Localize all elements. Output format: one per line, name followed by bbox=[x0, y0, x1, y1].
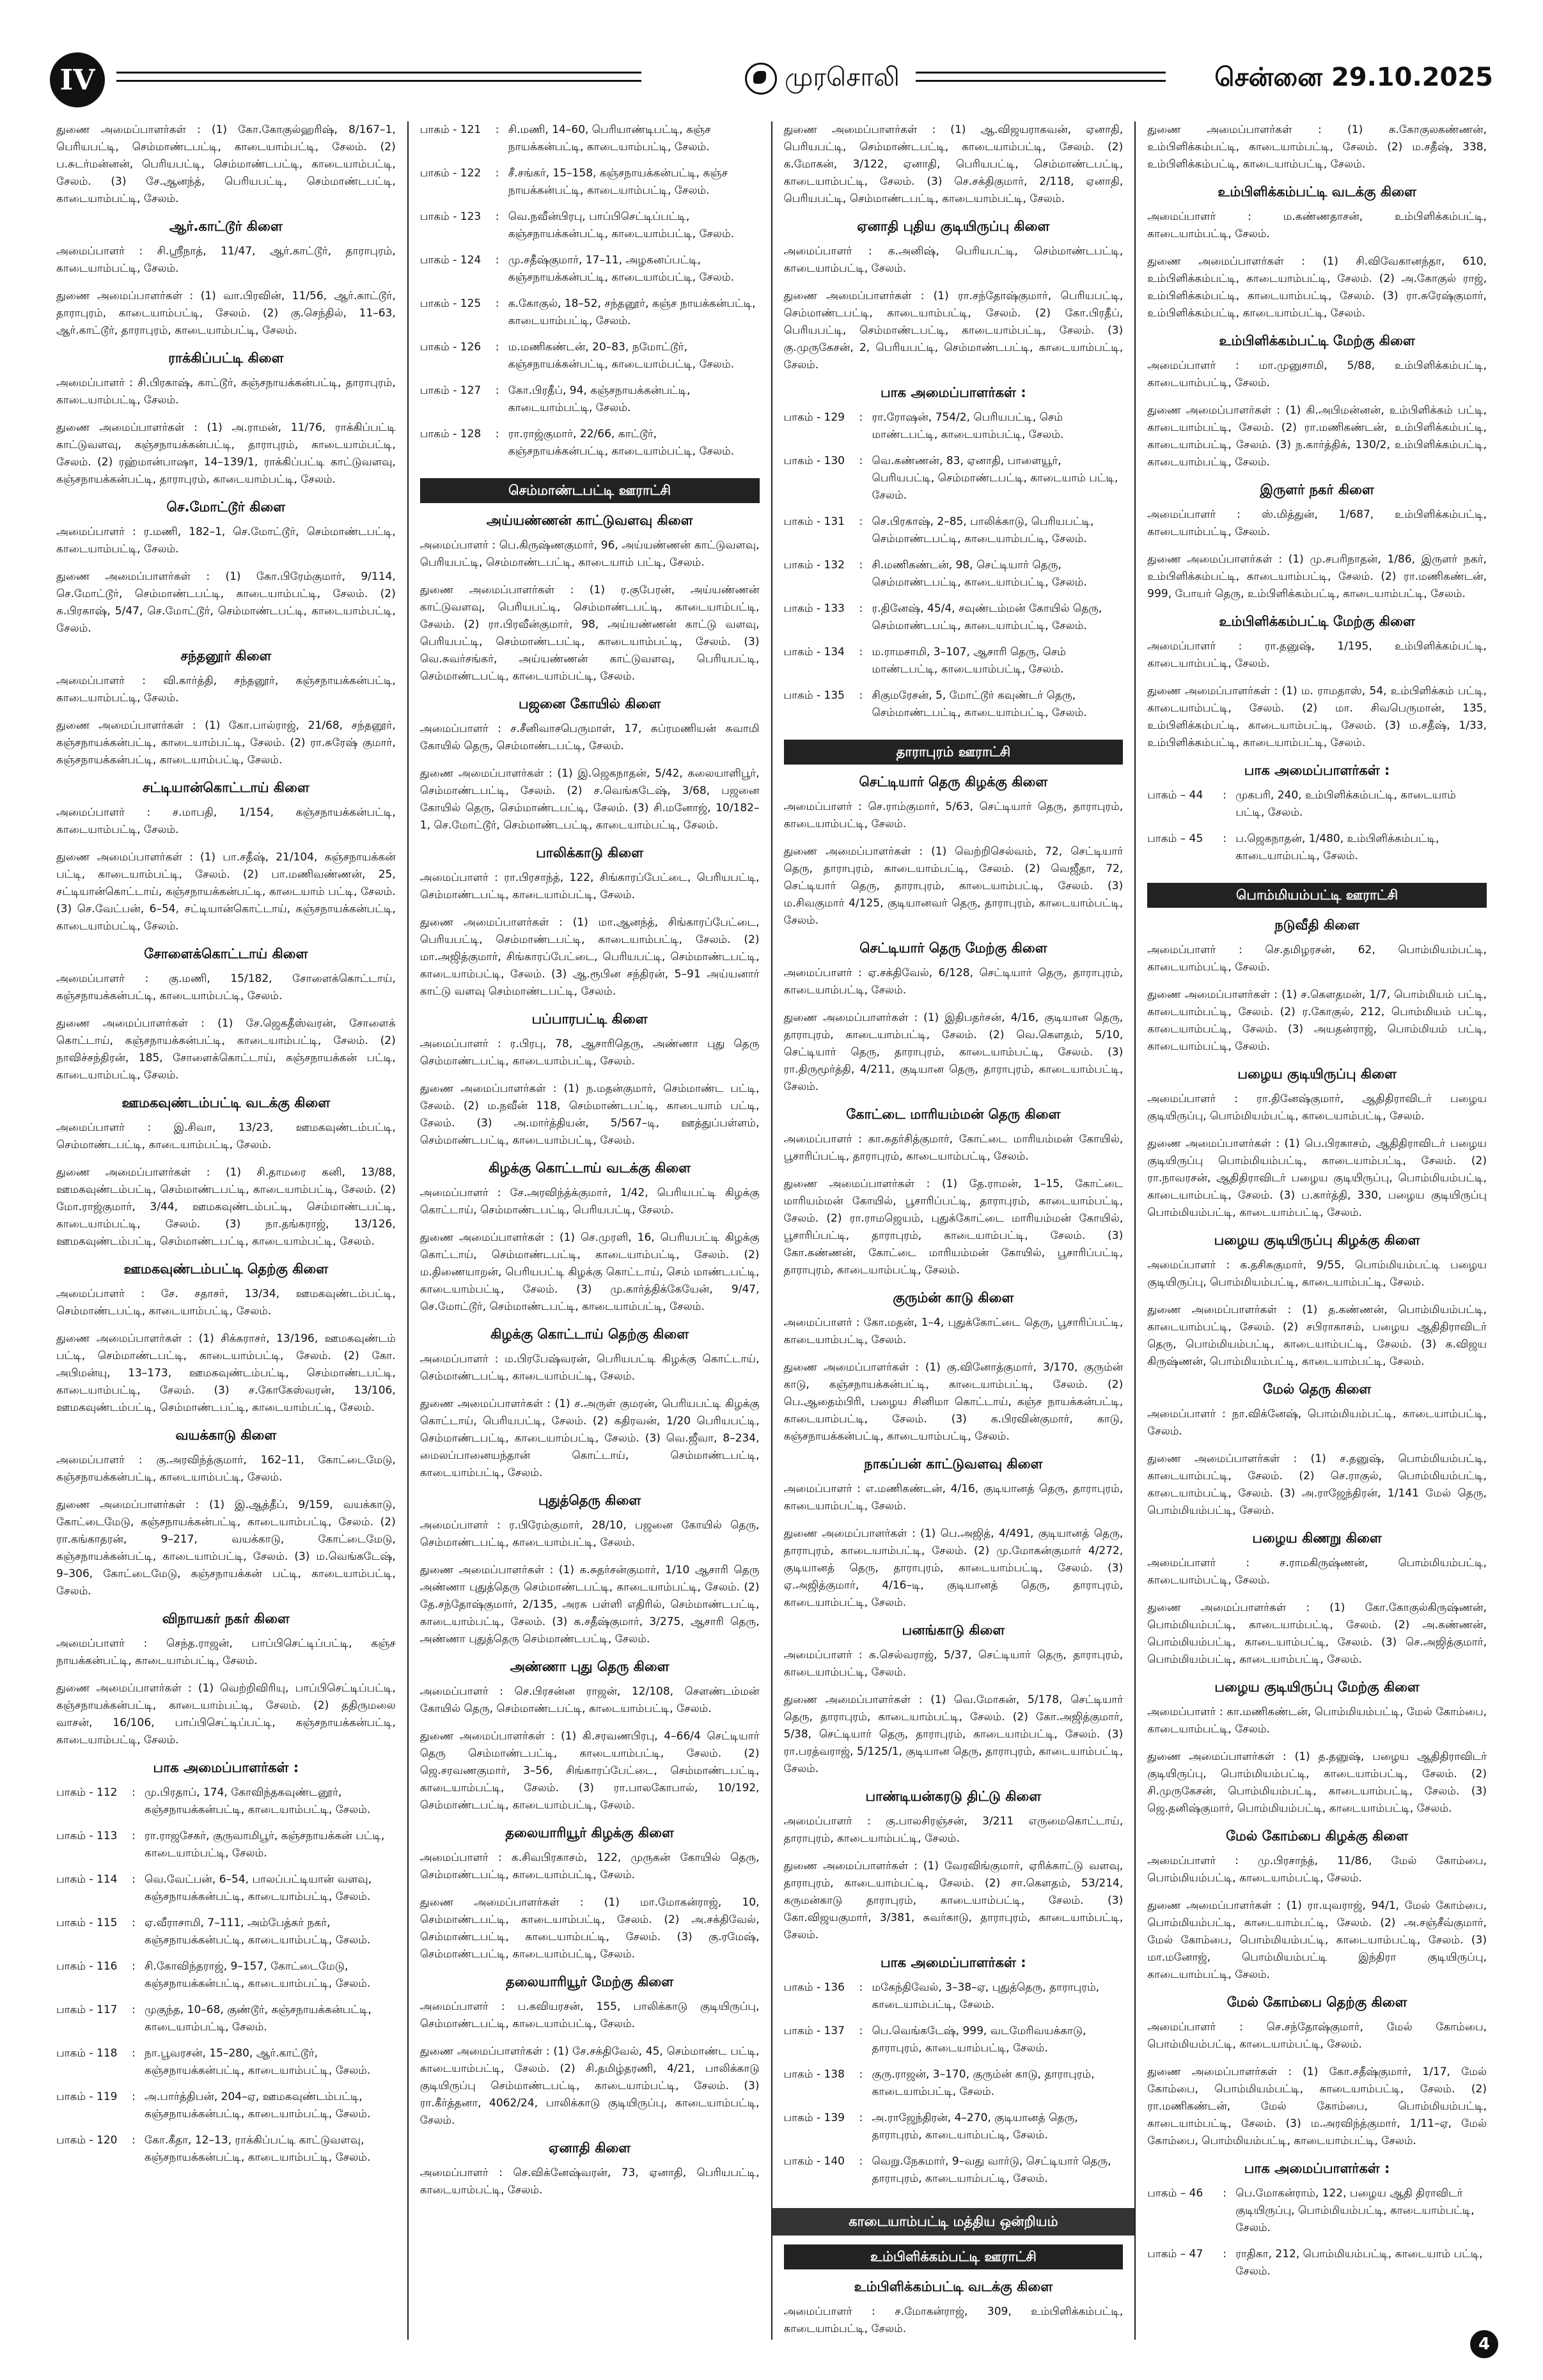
booth-table bbox=[56, 1784, 396, 2175]
booth-table bbox=[784, 409, 1124, 731]
entry: துணை அமைப்பாளர்கள் : (1) க.சுதர்சன்குமார், 1/10 ஆசாரி தெரு அண்ணா புதுத்தெரு செம்மாண்டபட்டி, காடையாம்பட்டி, சேலம். (2) தே.சந்தோஷ்குமார், 2/135, அரசு பள்ளி எதிரில், செம்மாண்டபட்டி, காடையாம்பட்டி, சேலம். (3) க.சதீஷ்குமார், 3/275, ஆசாரி தெரு, அண்ணா புதுத்தெரு செம்மாண்டபட்டி, சேலம். bbox=[419, 1564, 760, 1645]
branch-heading: சந்தனூர் கிளை bbox=[180, 648, 272, 664]
booth-heading: பாக அமைப்பாளர்கள் : bbox=[1244, 763, 1390, 778]
branch-heading: உம்பிளிக்கம்பட்டி வடக்கு கிளை bbox=[1218, 184, 1416, 199]
booth-row: பாகம் - 134 : ம.ராமசாமி, 3–107, ஆசாரி தெரு, செம் மாண்டபட்டி, காடையாம்பட்டி, சேலம். bbox=[783, 646, 1066, 676]
entry: அமைப்பாளர் : கு.மணி, 15/182, சோளைக்கொட்டாய், கஞ்சநாயக்கன்பட்டி, காடையாம்பட்டி, சேலம். bbox=[56, 972, 396, 1002]
column-2 bbox=[407, 121, 771, 2340]
entry: துணை அமைப்பாளர்கள் : (1) சிக்கராசர், 13/196, ஊமகவுண்டம் பட்டி, செம்மாண்டபட்டி, காடையாம்பட்டி, சேலம். (2) கோ. அபிமன்யு, 13–173, ஊமகவுண்டம்பட்டி, செம்மாண்டபட்டி, காடையாம்பட்டி, சேலம். (3) ச.கோகேஸ்வரன், 13/106, ஊமகவுண்டம்பட்டி, செம்மாண்டபட்டி, காடையாம்பட்டி, சேலம். bbox=[56, 1332, 396, 1414]
booth-table bbox=[420, 121, 760, 469]
booth-heading: பாக அமைப்பாளர்கள் : bbox=[153, 1760, 299, 1775]
booth-row: பாகம் - 112 : மு.பிரதாப், 174, கோவிந்தகவுண்டனூர், கஞ்சநாயக்கன்பட்டி, காடையாம்பட்டி, சேலம். bbox=[56, 1786, 371, 1816]
entry: துணை அமைப்பாளர்கள் : (1) வேரவிங்குமார், ஏரிக்காட்டு வளவு, தாராபுரம், காடையாம்பட்டி, சேலம். (2) சா.கௌதம், 53/214, கருமன்காடு தாராபுரம், காடையாம்பட்டி, சேலம். (3) கோ.விஜயகுமார், 3/381, சுவர்காடு, தாராபுரம், காடையாம்பட்டி, சேலம். bbox=[783, 1860, 1124, 1941]
entry: அமைப்பாளர் : மா.முனுசாமி, 5/88, உம்பிளிக்கம்பட்டி, காடையாம்பட்டி, சேலம். bbox=[1147, 359, 1487, 389]
entry: அமைப்பாளர் : ர.மணி, 182–1, செ.மோட்டூர், செம்மாண்டபட்டி, காடையாம்பட்டி, சேலம். bbox=[56, 525, 396, 556]
entry: துணை அமைப்பாளர்கள் : (1) கோ.பால்ராஜ், 21/68, சந்தனூர், கஞ்சநாயக்கன்பட்டி, காடையாம்பட்டி, சேலம். (2) ரா.சுரேஷ் குமார், கஞ்சநாயக்கன்பட்டி, காடையாம்பட்டி, சேலம். bbox=[56, 719, 396, 766]
branch-heading: வயக்காடு கிளை bbox=[175, 1427, 277, 1443]
entry: துணை அமைப்பாளர்கள் : (1) கோ.சதீஷ்குமார், 1/17, மேல் கோம்பை, பொம்மியம்பட்டி, காடையாம்பட்டி, சேலம். (2) ரா.மணிகண்டன், மேல் கோம்பை, பொம்மியம்பட்டி, காடையாம்பட்டி, சேலம். (3) ம.அரவிந்த்குமார், 1/11–ஏ, மேல் கோம்பை, பொம்மியம்பட்டி, காடையாம்பட்டி, சேலம். bbox=[1147, 2065, 1487, 2147]
booth-row: பாகம் - 115 : ஏ.வீராசாமி, 7–111, அம்பேத்கர் நகர், கஞ்சநாயக்கன்பட்டி, காடையாம்பட்டி, சேலம். bbox=[56, 1917, 371, 1947]
branch-heading: கிழக்கு கொட்டாய் தெற்கு கிளை bbox=[490, 1326, 689, 1342]
entry: அமைப்பாளர் : பெ.கிருஷ்ணகுமார், 96, அய்யண்ணன் காட்டுவளவு, பெரியபட்டி, செம்மாண்டபட்டி, காடையாம் பட்டி, சேலம். bbox=[419, 539, 760, 569]
booth-row: பாகம் - 128 : ரா.ராஜ்குமார், 22/66, காட்டூர், கஞ்சநாயக்கன்பட்டி, காடையாம்பட்டி, சேலம். bbox=[419, 428, 735, 458]
booth-table bbox=[1147, 2185, 1487, 2289]
entry: அமைப்பாளர் : ச.ராமகிருஷ்ணன், பொம்மியம்பட்டி, காடையாம்பட்டி, சேலம். bbox=[1147, 1557, 1487, 1587]
entry: அமைப்பாளர் : க.செல்வராஜ், 5/37, செட்டியார் தெரு, தாராபுரம், காடையாம்பட்டி, சேலம். bbox=[783, 1649, 1124, 1679]
branch-heading: பஜனை கோயில் கிளை bbox=[518, 696, 661, 712]
masthead bbox=[45, 45, 1498, 121]
entry: துணை அமைப்பாளர்கள் : (1) சே.ஜெகதீஸ்வரன், சோளைக் கொட்டாய், கஞ்சநாயக்கன்பட்டி, காடையாம்பட்டி, சேலம். (2) நாவிச்சந்திரன், 185, சோளைக்கொட்டாய், கஞ்சநாயக்கன் பட்டி, காடையாம்பட்டி, சேலம். bbox=[56, 1017, 396, 1082]
booth-row: பாகம் - 129 : ரா.ரோஷன், 754/2, பெரியபட்டி, செம் மாண்டபட்டி, காடையாம்பட்டி, சேலம். bbox=[783, 411, 1064, 441]
entry: துணை அமைப்பாளர்கள் : (1) கோ.கோகுல்கிருஷ்ணன், பொம்மியம்பட்டி, காடையாம்பட்டி, சேலம். (2) அ.கண்ணன், பொம்மியம்பட்டி, காடையாம்பட்டி, சேலம். (3) செ.அஜித்குமார், பொம்மியம்பட்டி, காடையாம்பட்டி, சேலம். bbox=[1147, 1601, 1487, 1666]
entry: துணை அமைப்பாளர்கள் : (1) ச.அருள் குமரன், பெரியபட்டி கிழக்கு கொட்டாய், பெரியபட்டி, சேலம். (2) கதிரவன், 1/20 பெரியபட்டி, செம்மாண்டபட்டி, காடையாம்பட்டி, சேலம். (3) வெ.ஜீவா, 8–234, மைலப்பானையந்தான் கொட்டாய், செம்மாண்டபட்டி, காடையாம்பட்டி, சேலம். bbox=[419, 1397, 760, 1479]
entry: துணை அமைப்பாளர்கள் : (1) ம. ராமதாஸ், 54, உம்பிளிக்கம் பட்டி, காடையாம்பட்டி, சேலம். (2) மா. சிவபெருமான், 135, உம்பிளிக்கம்பட்டி, காடையாம்பட்டி, சேலம். (3) ம.சதீஷ், 1/33, உம்பிளிக்கம்பட்டி, காடையாம்பட்டி, சேலம். bbox=[1147, 685, 1487, 749]
branch-heading: பனங்காடு கிளை bbox=[902, 1622, 1005, 1638]
branch-heading: செ.மோட்டூர் கிளை bbox=[166, 499, 286, 515]
booth-row: பாகம் – 44 : முகபரி, 240, உம்பிளிக்கம்பட்டி, காடையாம் பட்டி, சேலம். bbox=[1147, 789, 1456, 819]
branch-heading: நாகப்பன் காட்டுவளவு கிளை bbox=[864, 1456, 1043, 1472]
panchayat-banner: பொம்மியம்பட்டி ஊராட்சி bbox=[1147, 883, 1487, 908]
branch-heading: பாலிக்காடு கிளை bbox=[536, 845, 644, 860]
entry: துணை அமைப்பாளர்கள் : (1) வெ.மோகன், 5/178, செட்டியார் தெரு, தாராபுரம், காடையாம்பட்டி, சேலம். (2) கோ.அஜித்குமார், 5/38, செட்டியார் தெரு, தாராபுரம், காடையாம்பட்டி, சேலம். (3) ரா.பரத்வராஜ், 5/125/1, குடியான தெரு, தாராபுரம், காடையாம்பட்டி, சேலம். bbox=[783, 1693, 1124, 1775]
booth-row: பாகம் - 140 : வெறு.நேசுமார், 9–வது வார்டு, செட்டியார் தெரு, தாராபுரம், காடையாம்பட்டி, சேலம். bbox=[783, 2155, 1111, 2185]
entry: அமைப்பாளர் : ச.மாபதி, 1/154, கஞ்சநாயக்கன்பட்டி, காடையாம்பட்டி, சேலம். bbox=[56, 806, 396, 836]
booth-row: பாகம் – 46 : பெ.மோகன்ராம், 122, பழைய ஆதி திராவிடர் குடியிருப்பு, பொம்மியம்பட்டி, காடையாம்பட்டி, சேலம். bbox=[1147, 2187, 1475, 2234]
branch-heading: உம்பிளிக்கம்பட்டி மேற்கு கிளை bbox=[1219, 333, 1415, 348]
entry: அமைப்பாளர் : கு.பாலசிரஞ்சன், 3/211 எருமைகொட்டாய், தாராபுரம், காடையாம்பட்டி, சேலம். bbox=[783, 1815, 1124, 1845]
booth-row: பாகம் - 126 : ம.மணிகண்டன், 20–83, நமோட்டூர், கஞ்சநாயக்கன்பட்டி, காடையாம்பட்டி, சேலம். bbox=[419, 341, 735, 371]
entry: அமைப்பாளர் : ச.மோகன்ராஜ், 309, உம்பிளிக்கம்பட்டி, காடையாம்பட்டி, சேலம். bbox=[783, 2305, 1124, 2335]
booth-row: பாகம் - 137 : பெ.வெங்கடேஷ், 999, வடமேரிவயக்காடு, தாராபுரம், காடையாம்பட்டி, சேலம். bbox=[783, 2025, 1086, 2055]
entry: துணை அமைப்பாளர்கள் : (1) வெற்றிசெல்வம், 72, செட்டியார் தெரு, தாராபுரம், காடையாம்பட்டி, சேலம். (2) வெஜீதா, 72, செட்டியார் தெரு, தாராபுரம், காடையாம்பட்டி, சேலம். (3) ம.சிவகுமார் 4/125, குடியானவர் தெரு, தாராபுரம், காடையாம்பட்டி, சேலம். bbox=[783, 845, 1124, 927]
entry: அமைப்பாளர் : செ.சந்தோஷ்குமார், மேல் கோம்பை, பொம்மியம்பட்டி, காடையாம்பட்டி, சேலம். bbox=[1147, 2021, 1487, 2051]
entry: துணை அமைப்பாளர்கள் : (1) பெ.பிரகாசம், ஆதிதிராவிடர் பழைய குடியிருப்பு பொம்மியம்பட்டி, காடையாம்பட்டி, சேலம். (2) ரா.நாவரசன், ஆதிதிராவிடர் பழைய குடியிருப்பு, பொம்மியம்பட்டி, காடையாம்பட்டி, சேலம். (3) ப.கார்த்தி, 330, பழைய குடியிருப்பு பொம்மியம்பட்டி, காடையாம்பட்டி, சேலம். bbox=[1147, 1137, 1487, 1219]
booth-row: பாகம் - 116 : சி.கோவிந்தராஜ், 9–157, கோட்டைமேடு, கஞ்சநாயக்கன்பட்டி, காடையாம்பட்டி, சேலம். bbox=[56, 1960, 371, 1990]
entry: அமைப்பாளர் : ர.பிரபு, 78, ஆசாரிதெரு, அண்ணா புது தெரு செம்மாண்டபட்டி, காடையாம்பட்டி, சேலம். bbox=[419, 1038, 760, 1068]
branch-heading: ஊமகவுண்டம்பட்டி தெற்கு கிளை bbox=[123, 1261, 329, 1277]
branch-heading: குரும்ன் காடு கிளை bbox=[893, 1290, 1014, 1305]
branch-heading: விநாயகர் நகர் கிளை bbox=[162, 1611, 290, 1626]
branch-heading: உம்பிளிக்கம்பட்டி வடக்கு கிளை bbox=[854, 2279, 1053, 2294]
booth-row: பாகம் - 135 : சிகுமரேசன், 5, மோட்டூர் கவுண்டர் தெரு, செம்மாண்டபட்டி, காடையாம்பட்டி, சேலம். bbox=[783, 689, 1087, 719]
entry: துணை அமைப்பாளர்கள் : (1) ச.கௌதமன், 1/7, பொம்மியம் பட்டி, காடையாம்பட்டி, சேலம். (2) ர.கோகுல், 212, பொம்மியம் பட்டி, காடையாம்பட்டி, சேலம். (3) அயதன்ராஜ், பொம்மியம் பட்டி, காடையாம்பட்டி, சேலம். bbox=[1147, 988, 1487, 1053]
branch-heading: சோளைக்கொட்டாய் கிளை bbox=[144, 946, 308, 961]
entry: அமைப்பாளர் : ஸ்.மித்துன், 1/687, உம்பிளிக்கம்பட்டி, காடையாம்பட்டி, சேலம். bbox=[1147, 508, 1487, 538]
branch-heading: நடுவீதி கிளை bbox=[1274, 917, 1360, 933]
booth-row: பாகம் - 122 : சீ.சங்கர், 15–158, கஞ்சநாயக்கன்பட்டி, கஞ்ச நாயக்கன்பட்டி, காடையாம்பட்டி, சேலம். bbox=[419, 167, 728, 197]
entry: துணை அமைப்பாளர்கள் : (1) செ.முரளி, 16, பெரியபட்டி கிழக்கு கொட்டாய், செம்மாண்டபட்டி, காடையாம்பட்டி, சேலம். (2) ம.திணையாறன், பெரியபட்டி கிழக்கு கொட்டாய், செம் மாண்டபட்டி, காடையாம்பட்டி, சேலம். (3) மு.கார்த்திக்கேயேன், 9/47, செ.மோட்டூர், செம்மாண்டபட்டி, காடையாம்பட்டி, சேலம். bbox=[419, 1231, 760, 1313]
branch-heading: சட்டியான்கொட்டாய் கிளை bbox=[142, 780, 309, 795]
entry: அமைப்பாளர் : ஏ.சக்திவேல், 6/128, செட்டியார் தெரு, தாராபுரம், காடையாம்பட்டி, சேலம். bbox=[783, 967, 1124, 997]
entry: அமைப்பாளர் : ர.பிரேம்குமார், 28/10, பஜனை கோயில் தெரு, செம்மாண்டபட்டி, காடையாம்பட்டி, சேலம். bbox=[419, 1519, 760, 1549]
masthead-rule-left bbox=[116, 72, 641, 82]
booth-row: பாகம் - 127 : கோ.பிரதீப், 94, கஞ்சநாயக்கன்பட்டி, காடையாம்பட்டி, சேலம். bbox=[419, 384, 691, 414]
booth-row: பாகம் - 138 : குரு.ராஜன், 3–170, குரும்ன் காடு, தாராபுரம், காடையாம்பட்டி, சேலம். bbox=[783, 2068, 1095, 2098]
entry: துணை அமைப்பாளர்கள் : (1) க.கோகுலகண்ணன், உம்பிளிக்கம்பட்டி, காடையாம்பட்டி, சேலம். (2) ம.சதீஷ், 338, உம்பிளிக்கம்பட்டி, காடையாம்பட்டி, சேலம். bbox=[1147, 123, 1487, 171]
entry: துணை அமைப்பாளர்கள் : (1) கு.வினோத்குமார், 3/170, குரும்ன் காடு, கஞ்சநாயக்கன்பட்டி, காடையாம்பட்டி, சேலம். (2) பெ.ஆதைம்பிரி, பழைய சினிமா கொட்டாய், கஞ்ச நாயக்கன்பட்டி, காடையாம்பட்டி, சேலம். (3) க.பிரவின்குமார், காடு, கஞ்சநாயக்கன்பட்டி, காடையாம்பட்டி, சேலம். bbox=[783, 1361, 1124, 1443]
entry: துணை அமைப்பாளர்கள் : (1) ச.தனுஷ், பொம்மியம்பட்டி, காடையாம்பட்டி, சேலம். (2) செ.ராகுல், பொம்மியம்பட்டி, காடையாம்பட்டி, சேலம். (3) அ.ராஜேந்திரன், 1/141 மேல் தெரு, பொம்மியம்பட்டி, சேலம். bbox=[1147, 1452, 1487, 1517]
columns bbox=[45, 121, 1498, 2340]
entry: அமைப்பாளர் : சே.அரவிந்த்க்குமார், 1/42, பெரியபட்டி கிழக்கு கொட்டாய், செம்மாண்டபட்டி, பெரியபட்டி, சேலம். bbox=[419, 1186, 760, 1217]
entry: துணை அமைப்பாளர்கள் : (1) பா.சதீஷ், 21/104, கஞ்சநாயக்கன் பட்டி, காடையாம்பட்டி, சேலம். (2) பா.மணிவண்ணன், 25, சட்டியான்கொட்டாய், கஞ்சநாயக்கன்பட்டி, காடையாம் பட்டி, சேலம். (3) செ.வேட்பன், 6–54, சட்டியான்கொட்டாய், கஞ்சநாயக்கன்பட்டி, காடையாம்பட்டி, சேலம். bbox=[56, 851, 396, 933]
branch-heading: செட்டியார் தெரு கிழக்கு கிளை bbox=[859, 774, 1048, 789]
branch-heading: உம்பிளிக்கம்பட்டி மேற்கு கிளை bbox=[1219, 614, 1415, 629]
booth-row: பாகம் - 121 : சி.மணி, 14–60, பெரியாண்டிபட்டி, கஞ்ச நாயக்கன்பட்டி, காடையாம்பட்டி, சேலம். bbox=[419, 123, 711, 153]
booth-row: பாகம் - 130 : வெ.கண்ணன், 83, ஏனாதி, பாளையூர், பெரியபட்டி, செம்மாண்டபட்டி, காடையாம் பட்டி, சேலம். bbox=[783, 455, 1118, 502]
entry: அமைப்பாளர் : ரா.தினேஷ்குமார், ஆதிதிராவிடர் பழைய குடியிருப்பு, பொம்மியம்பட்டி, காடையாம்பட்டி, சேலம். bbox=[1147, 1093, 1487, 1123]
branch-heading: ஏனாதி புதிய குடியிருப்பு கிளை bbox=[857, 219, 1050, 234]
booth-row: பாகம் - 113 : ரா.ராஜசேகர், குருவாமிபூர், கஞ்சநாயக்கன் பட்டி, காடையாம்பட்டி, சேலம். bbox=[56, 1830, 385, 1860]
entry: அமைப்பாளர் : க.சிவபிரகாசம், 122, முருகன் கோயில் தெரு, செம்மாண்டபட்டி, காடையாம்பட்டி, சேலம். bbox=[419, 1851, 760, 1881]
entry: துணை அமைப்பாளர்கள் : (1) வெற்றிவிரியு, பாப்பிசெட்டிப்பட்டி, கஞ்சநாயக்கன்பட்டி, காடையாம்பட்டி, சேலம். (2) ததிருமலை வாசன், 16/106, பாப்பிசெட்டிப்பட்டி, கஞ்சநாயக்கன்பட்டி, காடையாம்பட்டி, சேலம். bbox=[56, 1682, 396, 1746]
booth-row: பாகம் - 133 : ர.தினேஷ், 45/4, சவுண்டம்மன் கோயில் தெரு, செம்மாண்டபட்டி, காடையாம்பட்டி, சேலம். bbox=[783, 602, 1102, 632]
paper-logo bbox=[739, 63, 905, 95]
entry: அமைப்பாளர் : ம.பிரபேஷ்வரன், பெரியபட்டி கிழக்கு கொட்டாய், செம்மாண்டபட்டி, காடையாம்பட்டி, சேலம். bbox=[419, 1353, 760, 1383]
entry: துணை அமைப்பாளர்கள் : (1) சே.சக்திவேல், 45, செம்மாண்ட பட்டி, காடையாம்பட்டி, சேலம். (2) சி.தமிழ்தரணி, 4/21, பாலிக்காடு குடியிருப்பு செம்மாண்டபட்டி, காடையாம்பட்டி, சேலம். (3) ரா.கீர்த்தனா, 4062/24, பாலிக்காடு குடியிருப்பு, காடையாம்பட்டி, சேலம். bbox=[419, 2045, 760, 2127]
entry: அமைப்பாளர் : க.தசிசுகுமார், 9/55, பொம்மியம்பட்டி பழைய குடியிருப்பு, பொம்மியம்பட்டி, காடையாம்பட்டி, சேலம். bbox=[1147, 1259, 1487, 1289]
column-3 bbox=[771, 121, 1135, 2340]
entry: துணை அமைப்பாளர்கள் : (1) அ.ராமன், 11/76, ராக்கிப்பட்டி காட்டுவளவு, கஞ்சநாயக்கன்பட்டி, தாராபுரம், காடையாம்பட்டி, சேலம். (2) ரஹ்மான்பாஷா, 14–139/1, ராக்கிப்பட்டி காட்டுவளவு, கஞ்சநாயக்கன்பட்டி, தாராபுரம், காடையாம்பட்டி, சேலம். bbox=[56, 421, 396, 486]
entry: அமைப்பாளர் : சி.பிரகாஷ், காட்டூர், கஞ்சநாயக்கன்பட்டி, தாராபுரம், காடையாம்பட்டி, சேலம். bbox=[56, 377, 396, 407]
booth-heading: பாக அமைப்பாளர்கள் : bbox=[881, 385, 1026, 400]
branch-heading: கோட்டை மாரியம்மன் தெரு கிளை bbox=[846, 1107, 1061, 1122]
booth-row: பாகம் - 119 : அ.பார்த்திபன், 204–ஏ, ஊமகவுண்டம்பட்டி, கஞ்சநாயக்கன்பட்டி, காடையாம்பட்டி, சேலம். bbox=[56, 2090, 371, 2120]
panchayat-banner: உம்பிளிக்கம்பட்டி ஊராட்சி bbox=[784, 2244, 1124, 2269]
entry: அமைப்பாளர் : எ.மணிகண்டன், 4/16, குடியானத் தெரு, தாராபுரம், காடையாம்பட்டி, சேலம். bbox=[783, 1482, 1124, 1513]
entry: துணை அமைப்பாளர்கள் : (1) கோ.கோகுல்ஹரிஷ், 8/167–1, பெரியபட்டி, செம்மாண்டபட்டி, காடையாம்பட்டி, சேலம். (2) ப.சுடர்மன்னன், பெரியபட்டி, செம்மாண்டபட்டி, காடையாம்பட்டி, சேலம். (3) சே.ஆனந்த், பெரியபட்டி, செம்மாண்டபட்டி, காடையாம்பட்டி, சேலம். bbox=[56, 123, 396, 205]
panchayat-banner: செம்மாண்டபட்டி ஊராட்சி bbox=[420, 478, 760, 503]
booth-heading: பாக அமைப்பாளர்கள் : bbox=[881, 1955, 1026, 1970]
branch-heading: பழைய கிணறு கிளை bbox=[1252, 1530, 1382, 1546]
booth-row: பாகம் - 136 : மகேந்திவேல், 3–38–ஏ, புதுத்தெரு, தாராபுரம், காடையாம்பட்டி, சேலம். bbox=[783, 1981, 1100, 2011]
booth-table bbox=[784, 1979, 1124, 2197]
column-1 bbox=[45, 121, 407, 2340]
entry: அமைப்பாளர் : செ.தமிழரசன், 62, பொம்மியம்பட்டி, காடையாம்பட்டி, சேலம். bbox=[1147, 944, 1487, 974]
branch-heading: பழைய குடியிருப்பு கிளை bbox=[1237, 1066, 1397, 1082]
booth-row: பாகம் - 117 : முகுந்த, 10–68, குண்டூர், கஞ்சநாயக்கன்பட்டி, காடையாம்பட்டி, சேலம். bbox=[56, 2003, 372, 2034]
entry: அமைப்பாளர் : மு.பிரசாந்த், 11/86, மேல் கோம்பை, பொம்மியம்பட்டி, காடையாம்பட்டி, சேலம். bbox=[1147, 1855, 1487, 1885]
entry: துணை அமைப்பாளர்கள் : (1) மா.ஆனந்த், சிங்காரப்பேட்டை, பெரியபட்டி, செம்மாண்டபட்டி, காடையாம்பட்டி, சேலம். (2) மா.அஜித்குமார், சிங்காரப்பேட்டை, பெரியபட்டி, செம்மாண்டபட்டி, காடையாம்பட்டி, சேலம். (3) ஆ.ரூபின சந்திரன், 5–91 அய்யனார் காட்டு வளவு செம்மாண்டபட்டி, சேலம். bbox=[419, 916, 760, 998]
entry: அமைப்பாளர் : ச.சீனிவாசபெருமாள், 17, சுப்ரமணியன் சுவாமி கோயில் தெரு, செம்மாண்டபட்டி, சேலம். bbox=[419, 722, 760, 752]
branch-heading: ஊமகவுண்டம்பட்டி வடக்கு கிளை bbox=[121, 1095, 331, 1110]
entry: அமைப்பாளர் : ரா.பிரசாந்த், 122, சிங்காரப்பேட்டை, பெரியபட்டி, செம்மாண்டபட்டி, காடையாம்பட்டி, சேலம். bbox=[419, 871, 760, 901]
entry: அமைப்பாளர் : ரா.தனுஷ், 1/195, உம்பிளிக்கம்பட்டி, காடையாம்பட்டி, சேலம். bbox=[1147, 640, 1487, 670]
entry: துணை அமைப்பாளர்கள் : (1) ரா.சந்தோஷ்குமார், பெரியபட்டி, செம்மாண்டபட்டி, காடையாம்பட்டி, சேலம். (2) கோ.பிரதீப், பெரியபட்டி, செம்மாண்டபட்டி, காடையாம்பட்டி, சேலம். (3) கு.முருகேசன், 2, பெரியபட்டி, செம்மாண்டபட்டி, காடையாம்பட்டி, சேலம். bbox=[783, 290, 1124, 371]
booth-row: பாகம் - 125 : க.கோகுல், 18–52, சந்தனூர், கஞ்ச நாயக்கன்பட்டி, காடையாம்பட்டி, சேலம். bbox=[419, 297, 756, 327]
entry: துணை அமைப்பாளர்கள் : (1) இ.ஆத்தீப், 9/159, வயக்காடு, கோட்டைமேடு, கஞ்சநாயக்கன்பட்டி, காடையாம்பட்டி, சேலம். (2) ரா.கங்காதரன், 9–217, வயக்காடு, கோட்டைமேடு, கஞ்சநாயக்கன்பட்டி, காடையாம்பட்டி, சேலம். (3) ம.வெங்கடேஷ், 9–306, கோட்டைமேடு, கஞ்சநாயக்கன் பட்டி, காடையாம்பட்டி, சேலம். bbox=[56, 1498, 396, 1598]
paper-emblem-icon bbox=[745, 63, 777, 95]
booth-row: பாகம் - 131 : செ.பிரகாஷ், 2–85, பாலிக்காடு, பெரியபட்டி, செம்மாண்டபட்டி, காடையாம்பட்டி, சேலம். bbox=[783, 515, 1094, 545]
page-number-badge: 4 bbox=[1470, 2330, 1498, 2358]
booth-heading: பாக அமைப்பாளர்கள் : bbox=[1244, 2161, 1390, 2176]
entry: துணை அமைப்பாளர்கள் : (1) கோ.பிரேம்குமார், 9/114, செ.மோட்டூர், செம்மாண்டபட்டி, காடையாம்பட்டி, சேலம். (2) க.பிரகாஷ், 5/47, செ.மோட்டூர், செம்மாண்டபட்டி, காடையாம்பட்டி, சேலம். bbox=[56, 570, 396, 635]
entry: துணை அமைப்பாளர்கள் : (1) தே.ராமன், 1–15, கோட்டை மாரியம்மன் கோயில், பூசாரிப்பட்டி, தாராபுரம், காடையாம்பட்டி, சேலம். (2) ரா.ராமஜெயம், புதுக்கோட்டை மாரியம்மன் கோயில், பூசாரிப்பட்டி, தாராபுரம், காடையாம்பட்டி, சேலம். (3) கோ.கண்ணன், கோட்டை மாரியம்மன் கோயில், பூசாரிப்பட்டி, தாராபுரம், காடையாம்பட்டி, சேலம். bbox=[783, 1178, 1124, 1277]
entry: துணை அமைப்பாளர்கள் : (1) இதிபதர்சன், 4/16, குடியான தெரு, தாராபுரம், காடையாம்பட்டி, சேலம். (2) வெ.கௌதம், 5/10, செட்டியார் தெரு, தாராபுரம், காடையாம்பட்டி, சேலம். (3) ரா.திருமூர்த்தி, 4/211, குடியான தெரு, தாராபுரம், காடையாம்பட்டி, சேலம். bbox=[783, 1011, 1124, 1093]
entry: துணை அமைப்பாளர்கள் : (1) மா.மோகன்ராஜ், 10, செம்மாண்டபட்டி, காடையாம்பட்டி, சேலம். (2) அ.சக்திவேல், செம்மாண்டபட்டி, காடையாம்பட்டி, சேலம். (3) கு.ரமேஷ், செம்மாண்டபட்டி, காடையாம்பட்டி, சேலம். bbox=[419, 1896, 760, 1961]
column-4 bbox=[1134, 121, 1498, 2340]
entry: அமைப்பாளர் : இ.சிவா, 13/23, ஊமகவுண்டம்பட்டி, செம்மாண்டபட்டி, காடையாம்பட்டி, சேலம். bbox=[56, 1121, 396, 1151]
entry: துணை அமைப்பாளர்கள் : (1) ஆ.விஜயராகவன், ஏனாதி, பெரியபட்டி, செம்மாண்டபட்டி, காடையாம்பட்டி, சேலம். (2) க.மோகன், 3/122, ஏனாதி, பெரியபட்டி, செம்மாண்டபட்டி, காடையாம்பட்டி, சேலம். (3) செ.சக்திகுமார், 2/118, ஏனாதி, பெரியபட்டி, செம்மாண்டபட்டி, காடையாம்பட்டி, சேலம். bbox=[783, 123, 1124, 205]
branch-heading: கிழக்கு கொட்டாய் வடக்கு கிளை bbox=[489, 1160, 691, 1176]
branch-heading: அண்ணா புது தெரு கிளை bbox=[510, 1659, 670, 1674]
branch-heading: பழைய குடியிருப்பு கிழக்கு கிளை bbox=[1214, 1233, 1420, 1248]
entry: துணை அமைப்பாளர்கள் : (1) ந.மதன்குமார், செம்மாண்ட பட்டி, சேலம். (2) ம.நவீன் 118, செம்மாண்டபட்டி, காடையாம் பட்டி, சேலம். (3) அ.மார்த்தியன், 5/567–டி, ஊத்துப்பள்ளம், செம்மாண்டபட்டி, காடையாம்பட்டி, சேலம். bbox=[419, 1082, 760, 1147]
branch-heading: மேல் கோம்பை தெற்கு கிளை bbox=[1226, 1995, 1407, 2010]
booth-row: பாகம் - 120 : கோ.கீதா, 12–13, ராக்கிப்பட்டி காட்டுவளவு, கஞ்சநாயக்கன்பட்டி, காடையாம்பட்டி, சேலம். bbox=[56, 2134, 371, 2164]
branch-heading: தலையாரியூர் மேற்கு கிளை bbox=[506, 1974, 674, 1989]
union-banner: காடையாம்பட்டி மத்திய ஒன்றியம் bbox=[772, 2208, 1135, 2236]
entry: அமைப்பாளர் : கா.சுதர்சித்குமார், கோட்டை மாரியம்மன் கோயில், பூசாரிப்பட்டி, தாராபுரம், காடையாம்பட்டி, சேலம். bbox=[783, 1133, 1124, 1163]
entry: துணை அமைப்பாளர்கள் : (1) பெ.அஜித், 4/491, குடியானத் தெரு, தாராபுரம், காடையாம்பட்டி, சேலம். (2) மு.மோகன்குமார் 4/272, குடியானத் தெரு, தாராபுரம், காடையாம்பட்டி, சேலம். (3) ஏ.அஜித்குமார், 4/16–டி, குடியானத் தெரு, தாராபுரம், காடையாம்பட்டி, சேலம். bbox=[783, 1527, 1124, 1609]
booth-row: பாகம் - 123 : வெ.நவீன்பிரபு, பாப்பிசெட்டிப்பட்டி, கஞ்சநாயக்கன்பட்டி, காடையாம்பட்டி, சேலம். bbox=[419, 210, 735, 240]
entry: அமைப்பாளர் : கா.மணிகண்டன், பொம்மியம்பட்டி, மேல் கோம்பை, காடையாம்பட்டி, சேலம். bbox=[1147, 1706, 1487, 1736]
booth-row: பாகம் - 114 : வெ.வேட்பன், 6–54, பாலப்பட்டியான் வளவு, கஞ்சநாயக்கன்பட்டி, காடையாம்பட்டி, சேலம். bbox=[56, 1873, 372, 1903]
entry: துணை அமைப்பாளர்கள் : (1) இ.ஜெகநாதன், 5/42, கலையாளிபூர், செம்மாண்டபட்டி, சேலம். (2) ச.வெங்கடேஷ், 3/68, பஜனை கோயில் தெரு, செம்மாண்டபட்டி, சேலம். (3) சி.மனோஜ், 10/182–1, செ.மோட்டூர், செம்மாண்டபட்டி, காடையாம்பட்டி, சேலம். bbox=[419, 767, 760, 832]
branch-heading: ஏனாதி கிளை bbox=[549, 2140, 631, 2156]
entry: அமைப்பாளர் : செ.பிரசன்ன ராஜன், 12/108, சௌண்டம்மன் கோயில் தெரு, செம்மாண்டபட்டி, காடையாம்பட்டி, சேலம். bbox=[419, 1685, 760, 1715]
branch-heading: ஆர்.காட்டூர் கிளை bbox=[169, 219, 283, 234]
entry: அமைப்பாளர் : சே. சதாசர், 13/34, ஊமகவுண்டம்பட்டி, செம்மாண்டபட்டி, காடையாம்பட்டி, சேலம். bbox=[56, 1287, 396, 1318]
dateline: சென்னை 29.10.2025 bbox=[1214, 63, 1493, 92]
booth-row: பாகம் – 47 : ராதிகா, 212, பொம்மியம்பட்டி, காடையாம் பட்டி, சேலம். bbox=[1147, 2248, 1483, 2278]
entry: துணை அமைப்பாளர்கள் : (1) த.தனுஷ், பழைய ஆதிதிராவிடர் குடியிருப்பு, பொம்மியம்பட்டி, காடையாம்பட்டி, சேலம். (2) சி.முருகேசன், பொம்மியம்பட்டி, காடையாம்பட்டி, சேலம். (3) ஜெ.தனிஷ்குமார், பொம்மியம்பட்டி, காடையாம்பட்டி, சேலம். bbox=[1147, 1750, 1487, 1815]
entry: துணை அமைப்பாளர்கள் : (1) சி.விவேகானந்தா, 610, உம்பிளிக்கம்பட்டி, காடையாம்பட்டி, சேலம். (2) அ.கோகுல் ராஜ், உம்பிளிக்கம்பட்டி, காடையாம்பட்டி, சேலம். (3) ரா.சுரேஷ்குமார், உம்பிளிக்கம்பட்டி, காடையாம்பட்டி, சேலம். bbox=[1147, 255, 1487, 320]
page-numeral-badge: IV bbox=[50, 52, 105, 107]
entry: துணை அமைப்பாளர்கள் : (1) சி.தாமரை கனி, 13/88, ஊமகவுண்டம்பட்டி, செம்மாண்டபட்டி, காடையாம்பட்டி, சேலம். (2) மோ.ராஜ்குமார், 3/44, ஊமகவுண்டம்பட்டி, செம்மாண்டபட்டி, காடையாம்பட்டி, சேலம். (3) நா.தங்கராஜ், 13/126, ஊமகவுண்டம்பட்டி, செம்மாண்டபட்டி, காடையாம்பட்டி, சேலம். bbox=[56, 1166, 396, 1248]
branch-heading: மேல் கோம்பை கிழக்கு கிளை bbox=[1226, 1828, 1409, 1844]
booth-table bbox=[1147, 787, 1487, 874]
entry: அமைப்பாளர் : க.அனிஷ், பெரியபட்டி, செம்மாண்டபட்டி, காடையாம்பட்டி, சேலம். bbox=[783, 245, 1124, 275]
panchayat-banner: தாராபுரம் ஊராட்சி bbox=[784, 740, 1124, 765]
booth-row: பாகம் - 139 : அ.ராஜேந்திரன், 4–270, குடியானத் தெரு, தாராபுரம், காடையாம்பட்டி, சேலம். bbox=[783, 2112, 1078, 2142]
branch-heading: மேல் தெரு கிளை bbox=[1262, 1381, 1372, 1397]
entry: துணை அமைப்பாளர்கள் : (1) த.கண்ணன், பொம்மியம்பட்டி, காடையாம்பட்டி, சேலம். (2) சபிராகாசம், பழைய ஆதிதிராவிடர் தெரு, பொம்மியம்பட்டி, காடையாம்பட்டி, சேலம். (3) க.விஜய கிருஷ்ணன், பொம்மியம்பட்டி, காடையாம்பட்டி, சேலம். bbox=[1147, 1303, 1487, 1368]
booth-row: பாகம் - 118 : நா.பூவரசன், 15–280, ஆர்.காட்டூர், கஞ்சநாயக்கன்பட்டி, காடையாம்பட்டி, சேலம். bbox=[56, 2047, 371, 2077]
booth-row: பாகம் - 132 : சி.மணிகண்டன், 98, செட்டியார் தெரு, செம்மாண்டபட்டி, காடையாம்பட்டி, சேலம். bbox=[783, 559, 1087, 589]
branch-heading: பழைய குடியிருப்பு மேற்கு கிளை bbox=[1214, 1679, 1420, 1695]
entry: துணை அமைப்பாளர்கள் : (1) கி.அபிமன்னன், உம்பிளிக்கம் பட்டி, காடையாம்பட்டி, சேலம். (2) ரா.மணிகண்டன், உம்பிளிக்கம்பட்டி, காடையாம்பட்டி, சேலம். (3) ந.கார்த்திக், 130/2, உம்பிளிக்கம்பட்டி, காடையாம்பட்டி, சேலம். bbox=[1147, 404, 1487, 469]
entry: துணை அமைப்பாளர்கள் : (1) மு.சபரிநாதன், 1/86, இருளர் நகர், உம்பிளிக்கம்பட்டி, காடையாம்பட்டி, சேலம். (2) ரா.மணிகண்டன், 999, போயர் தெரு, உம்பிளிக்கம்பட்டி, காடையாம்பட்டி, சேலம். bbox=[1147, 553, 1487, 600]
entry: துணை அமைப்பாளர்கள் : (1) கி.சரவணபிரபு, 4–66/4 செட்டியார் தெரு செம்மாண்டபட்டி, காடையாம்பட்டி, சேலம். (2) ஜெ.சரவணகுமார், 3–56, சிங்காரப்பேட்டை, செம்மாண்டபட்டி, காடையாம்பட்டி, சேலம். (3) ரா.பாலகோபால், 10/192, செம்மாண்டபட்டி, காடையாம்பட்டி, சேலம். bbox=[419, 1730, 760, 1812]
entry: துணை அமைப்பாளர்கள் : (1) வா.பிரவின், 11/56, ஆர்.காட்டூர், தாராபுரம், காடையாம்பட்டி, சேலம். (2) கு.செந்தில், 11–63, ஆர்.காட்டூர், தாராபுரம், காடையாம்பட்டி, சேலம். bbox=[56, 290, 396, 337]
branch-heading: புதுத்தெரு கிளை bbox=[538, 1493, 641, 1508]
booth-row: பாகம் - 124 : மு.சதீஷ்குமார், 17–11, அழகனப்பட்டி, கஞ்சநாயக்கன்பட்டி, காடையாம்பட்டி, சேலம். bbox=[419, 254, 735, 284]
masthead-rule-right bbox=[916, 72, 1166, 82]
branch-heading: பாண்டியன்கரடு திட்டு கிளை bbox=[865, 1789, 1042, 1804]
entry: அமைப்பாளர் : சி.ஸ்ரீநாத், 11/47, ஆர்.காட்டூர், தாராபுரம், காடையாம்பட்டி, சேலம். bbox=[56, 245, 396, 275]
branch-heading: தலையாரியூர் கிழக்கு கிளை bbox=[505, 1825, 674, 1840]
branch-heading: இருளர் நகர் கிளை bbox=[1260, 482, 1374, 497]
entry: அமைப்பாளர் : நா.விக்னேஷ், பொம்மியம்பட்டி, காடையாம்பட்டி, சேலம். bbox=[1147, 1408, 1487, 1438]
entry: அமைப்பாளர் : செ.ராம்குமார், 5/63, செட்டியார் தெரு, தாராபுரம், காடையாம்பட்டி, சேலம். bbox=[783, 800, 1124, 830]
branch-heading: அய்யண்ணன் காட்டுவளவு கிளை bbox=[486, 513, 693, 528]
entry: அமைப்பாளர் : செ.விக்னேஷ்வரன், 73, ஏனாதி, பெரியபட்டி, காடையாம்பட்டி, சேலம். bbox=[419, 2166, 760, 2197]
entry: அமைப்பாளர் : வி.கார்த்தி, சந்தனூர், கஞ்சநாயக்கன்பட்டி, காடையாம்பட்டி, சேலம். bbox=[56, 674, 396, 704]
entry: அமைப்பாளர் : ம.கண்ணதாசன், உம்பிளிக்கம்பட்டி, காடையாம்பட்டி, சேலம். bbox=[1147, 210, 1487, 240]
entry: அமைப்பாளர் : செந்த.ராஜன், பாப்பிசெட்டிப்பட்டி, கஞ்ச நாயக்கன்பட்டி, காடையாம்பட்டி, சேலம். bbox=[56, 1637, 396, 1667]
branch-heading: செட்டியார் தெரு மேற்கு கிளை bbox=[859, 940, 1047, 956]
paper-name: முரசொலி bbox=[785, 62, 900, 92]
entry: அமைப்பாளர் : கு.அரவிந்த்குமார், 162–11, கோட்டைமேடு, கஞ்சநாயக்கன்பட்டி, காடையாம்பட்டி, சேலம். bbox=[56, 1454, 396, 1484]
branch-heading: பப்பாரபட்டி கிளை bbox=[531, 1011, 648, 1027]
entry: துணை அமைப்பாளர்கள் : (1) ரா.யுவராஜ், 94/1, மேல் கோம்பை, பொம்மியம்பட்டி, காடையாம்பட்டி, சேலம். (2) அ.சஞ்சீவ்குமார், மேல் கோம்பை, பொம்மியம்பட்டி, காடையாம்பட்டி, சேலம். (3) மா.மனோஜ், பொம்மியம்பட்டி இந்திரா குடியிருப்பு, காடையாம்பட்டி, சேலம். bbox=[1147, 1899, 1487, 1981]
entry: அமைப்பாளர் : கோ.மதன், 1–4, புதுக்கோட்டை தெரு, பூசாரிப்பட்டி, காடையாம்பட்டி, சேலம். bbox=[783, 1316, 1124, 1346]
branch-heading: ராக்கிப்பட்டி கிளை bbox=[168, 350, 284, 366]
booth-row: பாகம் – 45 : ப.ஜெகநாதன், 1/480, உம்பிளிக்கம்பட்டி, காடையாம்பட்டி, சேலம். bbox=[1147, 832, 1439, 862]
entry: துணை அமைப்பாளர்கள் : (1) ர.குபேரன், அய்யண்ணன் காட்டுவளவு, பெரியபட்டி, செம்மாண்டபட்டி, காடையாம்பட்டி, சேலம். (2) ரா.பிரவீன்குமார், 98, அய்யண்ணன் காட்டு வளவு, பெரியபட்டி, செம்மாண்டபட்டி, காடையாம்பட்டி, சேலம். (3) வெ.சுவர்சங்கர், அய்யண்ணன் காட்டுவளவு, பெரியபட்டி, செம்மாண்டபட்டி, காடையாம்பட்டி, சேலம். bbox=[419, 584, 760, 683]
entry: அமைப்பாளர் : ப.கவியரசன், 155, பாலிக்காடு குடியிருப்பு, செம்மாண்டபட்டி, காடையாம்பட்டி, சேலம். bbox=[419, 2000, 760, 2030]
